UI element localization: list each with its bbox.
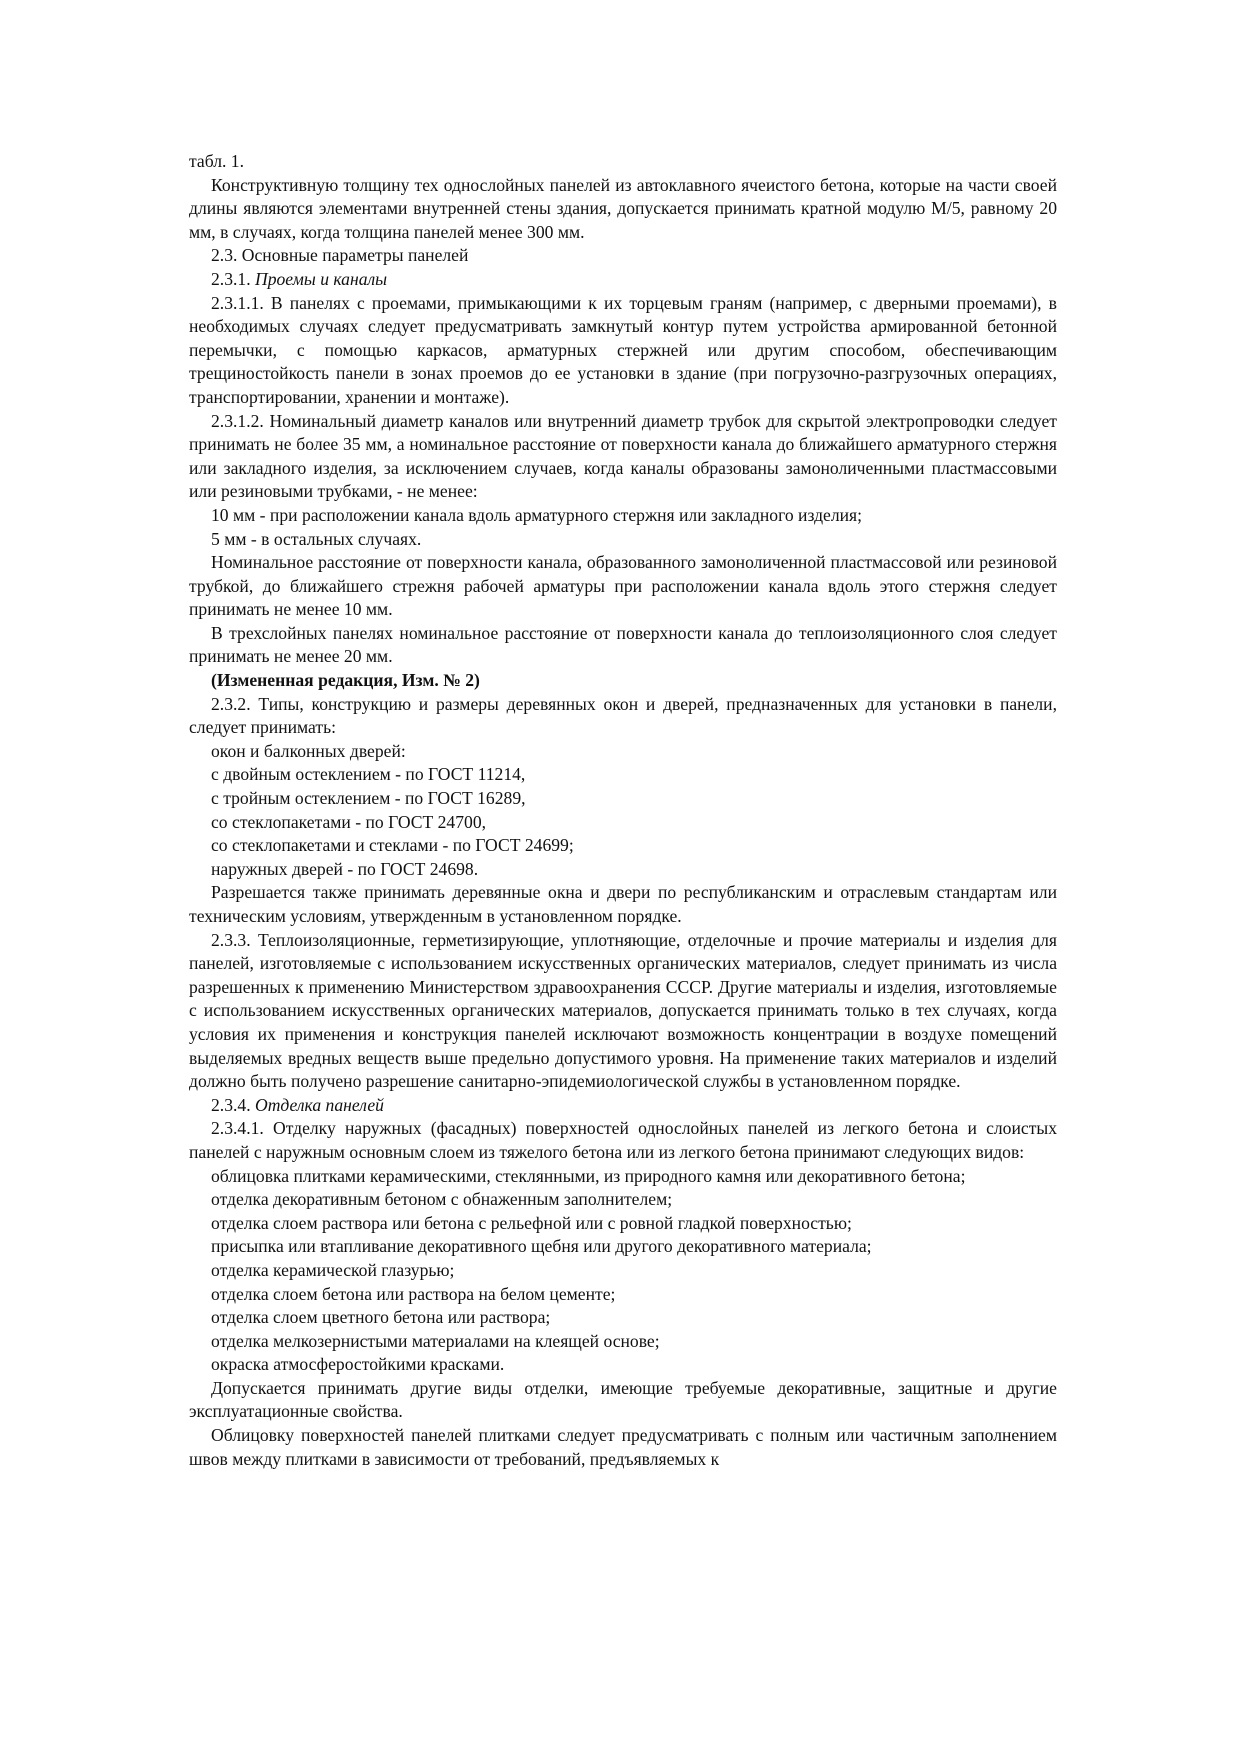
paragraph-2-3-1-2: 2.3.1.2. Номинальный диаметр каналов или внутренний диаметр трубок для скрытой электропроводки следует принимать не более 35 мм, а номинальное расстояние от поверхности канала до ближайшего арматурного стержня или закладного изделия, за исключением случаев, когда каналы образованы замоноличенными пластмассовыми или резиновыми трубками, - не менее: <box>189 410 1057 502</box>
list-item: 10 мм - при расположении канала вдоль арматурного стержня или закладного изделия; <box>211 504 863 525</box>
list-item: окон и балконных дверей: <box>211 740 406 761</box>
section-title: Проемы и каналы <box>254 268 388 289</box>
list-item: отделка декоративным бетоном с обнаженным заполнителем; <box>211 1189 673 1210</box>
paragraph-2-3-3: 2.3.3. Теплоизоляционные, герметизирующие, уплотняющие, отделочные и прочие материалы и изделия для панелей, изготовляемые с использованием искусственных органических материалов, следует принимать из числа разрешенных к применению Министерством здравоохранения СССР. Другие материалы и изделия, изготовляемые с использованием искусственных органических материалов, допускается принимать только в тех случаях, когда условия их применения и конструкция панелей исключают возможность концентрации в воздухе помещений выделяемых вредных веществ выше предельно допустимого уровня. На применение таких материалов и изделий должно быть получено разрешение санитарно-эпидемиологической службы в установленном порядке. <box>189 929 1057 1092</box>
paragraph-permission: Разрешается также принимать деревянные окна и двери по республиканским и отраслевым стандартам или техническим условиям, утвержденным в установленном порядке. <box>189 882 1057 926</box>
table-reference: табл. 1. <box>189 151 244 171</box>
amendment-note: (Измененная редакция, Изм. № 2) <box>211 670 480 691</box>
document-page <box>189 150 1057 1471</box>
list-item: отделка слоем раствора или бетона с рельефной или с ровной гладкой поверхностью; <box>211 1212 852 1233</box>
list-item: отделка слоем цветного бетона или раствора; <box>211 1307 551 1328</box>
paragraph-2-3-1-1: 2.3.1.1. В панелях с проемами, примыкающими к их торцевым граням (например, с дверными проемами), в необходимых случаях следует предусматривать замкнутый контур путем устройства армированной бетонной перемычки, с помощью каркасов, арматурных стержней или другим способом, обеспечивающим трещиностойкость панели в зонах проемов до ее установки в здание (при погрузочно-разгрузочных операциях, транспортировании, хранении и монтаже). <box>189 292 1057 407</box>
section-title: Отделка панелей <box>254 1094 384 1115</box>
paragraph-three-layer: В трехслойных панелях номинальное расстояние от поверхности канала до теплоизоляционного слоя следует принимать не менее 20 мм. <box>189 622 1057 667</box>
section-heading-2-3: 2.3. Основные параметры панелей <box>211 245 469 266</box>
list-item: 5 мм - в остальных случаях. <box>211 528 422 549</box>
list-item: со стеклопакетами и стеклами - по ГОСТ 24699; <box>211 835 574 856</box>
section-heading-2-3-4 <box>189 1094 1057 1118</box>
section-heading-2-3-1 <box>189 268 1057 292</box>
paragraph-tile-cladding: Облицовку поверхностей панелей плитками следует предусматривать с полным или частичным заполнением швов между плитками в зависимости от требований, предъявляемых к <box>189 1425 1057 1469</box>
paragraph-other-finishes: Допускается принимать другие виды отделки, имеющие требуемые декоративные, защитные и другие эксплуатационные свойства. <box>189 1377 1057 1422</box>
list-item: отделка мелкозернистыми материалами на клеящей основе; <box>211 1330 660 1351</box>
list-item: со стеклопакетами - по ГОСТ 24700, <box>211 811 487 832</box>
list-item: с двойным остеклением - по ГОСТ 11214, <box>211 764 526 785</box>
paragraph-2-3-2: 2.3.2. Типы, конструкцию и размеры деревянных окон и дверей, предназначенных для установки в панели, следует принимать: <box>189 693 1057 738</box>
list-item: отделка керамической глазурью; <box>211 1259 455 1280</box>
paragraph-2-3-4-1: 2.3.4.1. Отделку наружных (фасадных) поверхностей однослойных панелей из легкого бетона и слоистых панелей с наружным основным слоем из тяжелого бетона или из легкого бетона принимают следующих видов: <box>189 1118 1057 1162</box>
list-item: облицовка плитками керамическими, стеклянными, из природного камня или декоративного бетона; <box>211 1165 966 1186</box>
section-number: 2.3.1. <box>211 268 255 289</box>
list-item: окраска атмосферостойкими красками. <box>211 1354 505 1375</box>
paragraph-thickness: Конструктивную толщину тех однослойных панелей из автоклавного ячеистого бетона, которые на части своей длины являются элементами внутренней стены здания, допускается принимать кратной модулю М/5, равному 20 мм, в случаях, когда толщина панелей менее 300 мм. <box>189 174 1057 242</box>
paragraph-nominal-distance: Номинальное расстояние от поверхности канала, образованного замоноличенной пластмассовой или резиновой трубкой, до ближайшего стрежня рабочей арматуры при расположении канала вдоль этого стержня следует принимать не менее 10 мм. <box>189 552 1057 620</box>
list-item: отделка слоем бетона или раствора на белом цементе; <box>211 1283 616 1304</box>
list-item: присыпка или втапливание декоративного щебня или другого декоративного материала; <box>211 1236 872 1257</box>
list-item: с тройным остеклением - по ГОСТ 16289, <box>211 788 526 809</box>
list-item: наружных дверей - по ГОСТ 24698. <box>211 858 479 879</box>
section-number: 2.3.4. <box>211 1094 255 1115</box>
